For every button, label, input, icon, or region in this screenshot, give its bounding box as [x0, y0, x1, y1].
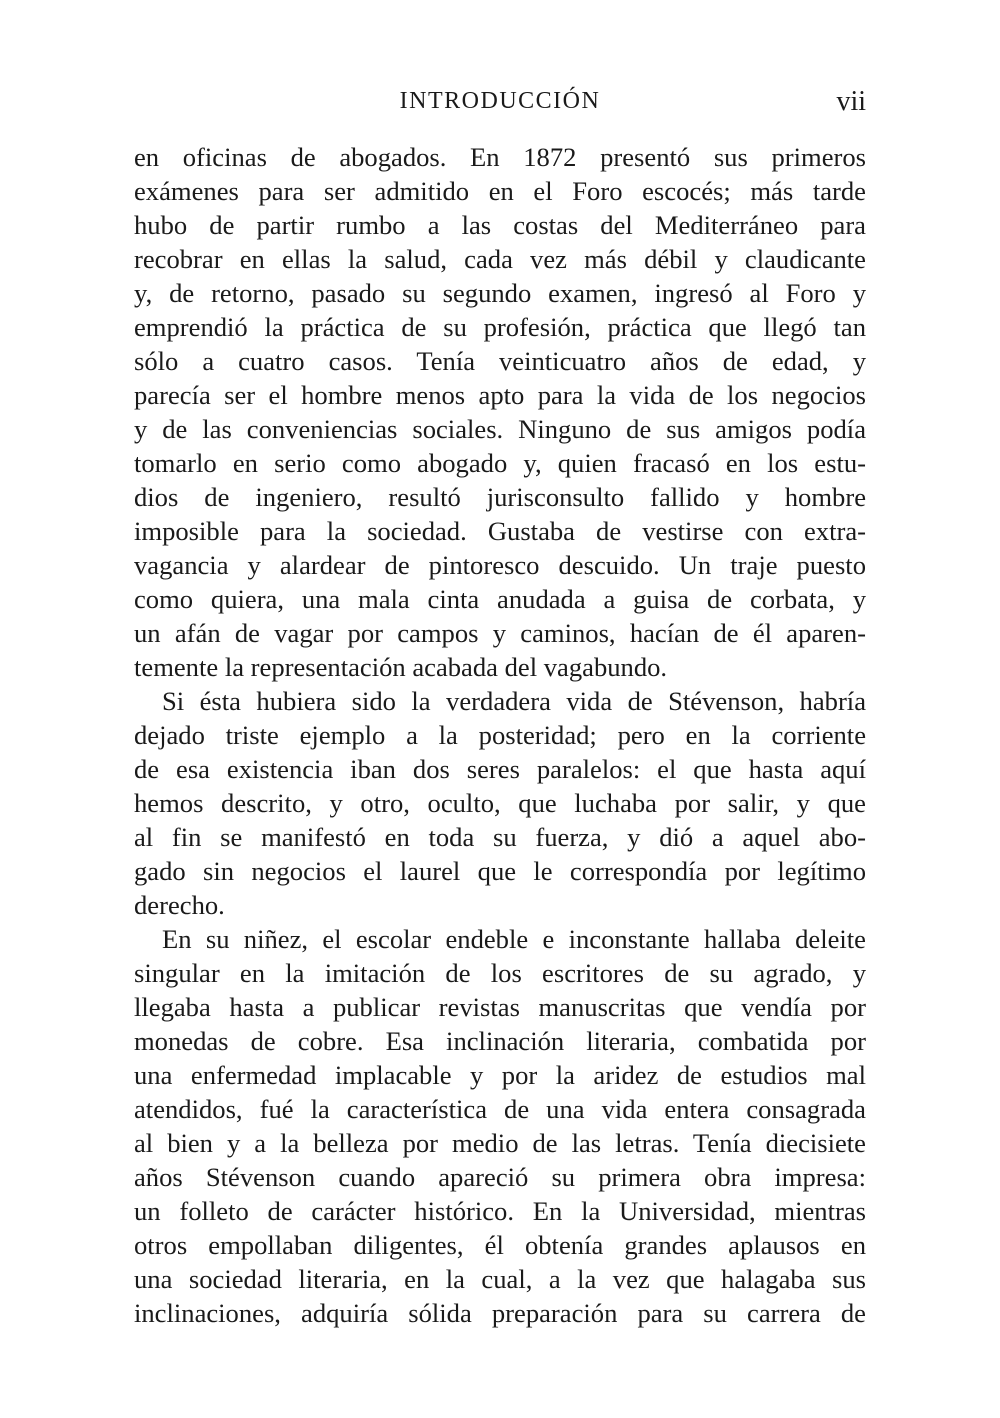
text-line: singular en la imitación de los escritores de su agrado, y: [134, 958, 866, 988]
text-line: temente la representación acabada del vagabundo.: [134, 652, 668, 682]
text-line: dios de ingeniero, resultó jurisconsulto fallido y hombre: [134, 482, 866, 512]
text-line: sólo a cuatro casos. Tenía veinticuatro años de edad, y: [134, 346, 866, 376]
text-line: gado sin negocios el laurel que le correspondía por legítimo: [134, 856, 866, 886]
page-number: vii: [836, 86, 866, 117]
running-head: [134, 88, 866, 128]
chapter-title: INTRODUCCIÓN: [399, 88, 601, 114]
text-line: de esa existencia iban dos seres paralelos: el que hasta aquí: [134, 754, 866, 784]
text-line: En su niñez, el escolar endeble e inconstante hallaba deleite: [162, 924, 866, 954]
text-line: una sociedad literaria, en la cual, a la vez que halagaba sus: [134, 1264, 866, 1294]
text-line: un folleto de carácter histórico. En la Universidad, mientras: [134, 1196, 866, 1226]
text-line: derecho.: [134, 890, 225, 920]
text-line: atendidos, fué la característica de una vida entera consagrada: [134, 1094, 866, 1124]
text-line: un afán de vagar por campos y caminos, hacían de él aparen-: [134, 618, 866, 648]
text-line: al fin se manifestó en toda su fuerza, y dió a aquel abo-: [134, 822, 866, 852]
text-line: monedas de cobre. Esa inclinación literaria, combatida por: [134, 1026, 866, 1056]
text-line: exámenes para ser admitido en el Foro escocés; más tarde: [134, 176, 866, 206]
paragraph: [134, 922, 866, 1330]
text-line: inclinaciones, adquiría sólida preparación para su carrera de: [134, 1298, 866, 1328]
body-text: [134, 140, 866, 1330]
text-line: hubo de partir rumbo a las costas del Mediterráneo para: [134, 210, 866, 240]
text-line: imposible para la sociedad. Gustaba de vestirse con extra-: [134, 516, 866, 546]
paragraph: [134, 684, 866, 922]
text-line: llegaba hasta a publicar revistas manuscritas que vendía por: [134, 992, 866, 1022]
text-line: emprendió la práctica de su profesión, práctica que llegó tan: [134, 312, 866, 342]
text-line: en oficinas de abogados. En 1872 presentó sus primeros: [134, 142, 866, 172]
text-line: al bien y a la belleza por medio de las letras. Tenía diecisiete: [134, 1128, 866, 1158]
text-line: hemos descrito, y otro, oculto, que luchaba por salir, y que: [134, 788, 866, 818]
text-line: y de las conveniencias sociales. Ninguno de sus amigos podía: [134, 414, 866, 444]
paragraph: [134, 140, 866, 684]
text-line: como quiera, una mala cinta anudada a guisa de corbata, y: [134, 584, 866, 614]
text-line: recobrar en ellas la salud, cada vez más débil y claudicante: [134, 244, 866, 274]
text-line: Si ésta hubiera sido la verdadera vida de Stévenson, habría: [162, 686, 866, 716]
text-line: vagancia y alardear de pintoresco descuido. Un traje puesto: [134, 550, 866, 580]
text-line: años Stévenson cuando apareció su primera obra impresa:: [134, 1162, 866, 1192]
text-line: dejado triste ejemplo a la posteridad; pero en la corriente: [134, 720, 866, 750]
text-line: tomarlo en serio como abogado y, quien fracasó en los estu-: [134, 448, 866, 478]
text-line: otros empollaban diligentes, él obtenía grandes aplausos en: [134, 1230, 866, 1260]
text-line: parecía ser el hombre menos apto para la vida de los negocios: [134, 380, 866, 410]
text-line: y, de retorno, pasado su segundo examen, ingresó al Foro y: [134, 278, 866, 308]
text-line: una enfermedad implacable y por la aridez de estudios mal: [134, 1060, 866, 1090]
